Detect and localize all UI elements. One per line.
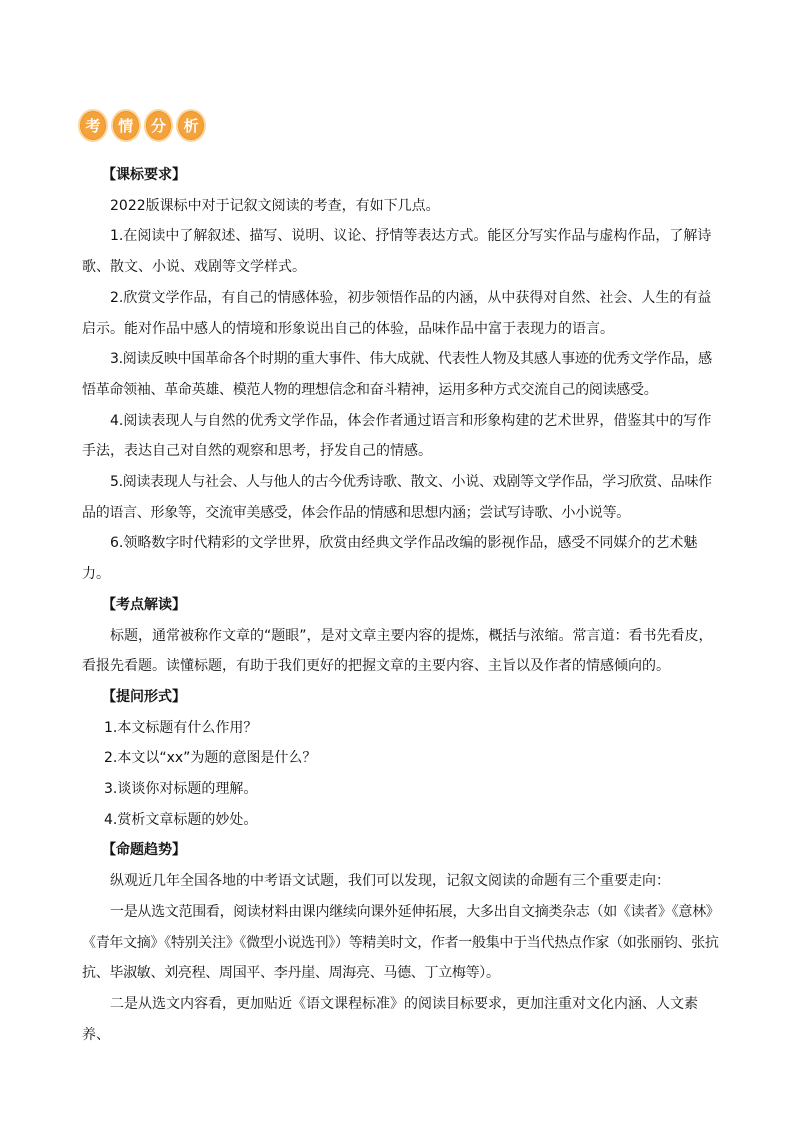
document-body bbox=[82, 160, 722, 1050]
heading-standard: 【课标要求】 bbox=[102, 167, 186, 183]
question-item: 1.本文标题有什么作用？ bbox=[104, 719, 258, 736]
trend-paragraph: 一是从选文范围看，阅读材料由课内继续向课外延伸拓展，大多出自文摘类杂志（如《读者》《意林》《青年文摘》《特别关注》《微型小说选刊》）等精美时文，作者一般集中于当代热点作家（如张丽钧、张抗抗、毕淑敏、刘亮程、周国平、李丹崖、周海亮、马德、丁立梅等）。 bbox=[82, 903, 720, 982]
standard-item: 5.阅读表现人与社会、人与他人的古今优秀诗歌、散文、小说、戏剧等文学作品，学习欣赏、品味作品的语言、形象等，交流审美感受，体会作品的情感和思想内涵；尝试写诗歌、小小说等。 bbox=[82, 474, 712, 521]
heading-interpretation: 【考点解读】 bbox=[102, 596, 186, 613]
section-title-badge bbox=[78, 106, 206, 144]
trend-paragraph: 二是从选文内容看，更加贴近《语文课程标准》的阅读目标要求，更加注重对文化内涵、人文素养、 bbox=[82, 995, 698, 1043]
standard-item: 3.阅读反映中国革命各个时期的重大事件、伟大成就、代表性人物及其感人事迹的优秀文学作品，感悟革命领袖、革命英雄、模范人物的理想信念和奋斗精神，运用多种方式交流自己的阅读感受。 bbox=[82, 351, 712, 398]
standard-item: 2.欣赏文学作品，有自己的情感体验，初步领悟作品的内涵，从中获得对自然、社会、人生的有益启示。能对作品中感人的情境和形象说出自己的体验，品味作品中富于表现力的语言。 bbox=[82, 289, 712, 337]
heading-trend: 【命题趋势】 bbox=[102, 842, 186, 859]
badge-char: 考 bbox=[78, 109, 108, 142]
badge-char: 情 bbox=[111, 109, 141, 142]
badge-char: 分 bbox=[144, 109, 174, 142]
badge-char: 析 bbox=[176, 109, 206, 142]
question-item: 2.本文以“xx”为题的意图是什么？ bbox=[104, 750, 317, 767]
interpretation-body: 标题，通常被称作文章的“题眼”，是对文章主要内容的提炼，概括与浓缩。常言道：看书先看皮，看报先看题。读懂标题，有助于我们更好的把握文章的主要内容、主旨以及作者的情感倾向的。 bbox=[82, 627, 713, 675]
standard-intro: 2022版课标中对于记叙文阅读的考查，有如下几点。 bbox=[110, 197, 440, 214]
question-item: 3.谈谈你对标题的理解。 bbox=[104, 781, 258, 798]
standard-item: 6.领略数字时代精彩的文学世界，欣赏由经典文学作品改编的影视作品，感受不同媒介的艺术魅力。 bbox=[82, 535, 698, 583]
trend-paragraph: 纵观近几年全国各地的中考语文试题，我们可以发现，记叙文阅读的命题有三个重要走向： bbox=[110, 873, 670, 890]
standard-item: 1.在阅读中了解叙述、描写、说明、议论、抒情等表达方式。能区分写实作品与虚构作品，了解诗歌、散文、小说、戏剧等文学样式。 bbox=[82, 228, 712, 276]
standard-item: 4.阅读表现人与自然的优秀文学作品，体会作者通过语言和形象构建的艺术世界，借鉴其中的写作手法，表达自己对自然的观察和思考，抒发自己的情感。 bbox=[82, 412, 712, 460]
question-item: 4.赏析文章标题的妙处。 bbox=[104, 811, 258, 828]
heading-questions: 【提问形式】 bbox=[102, 688, 186, 705]
